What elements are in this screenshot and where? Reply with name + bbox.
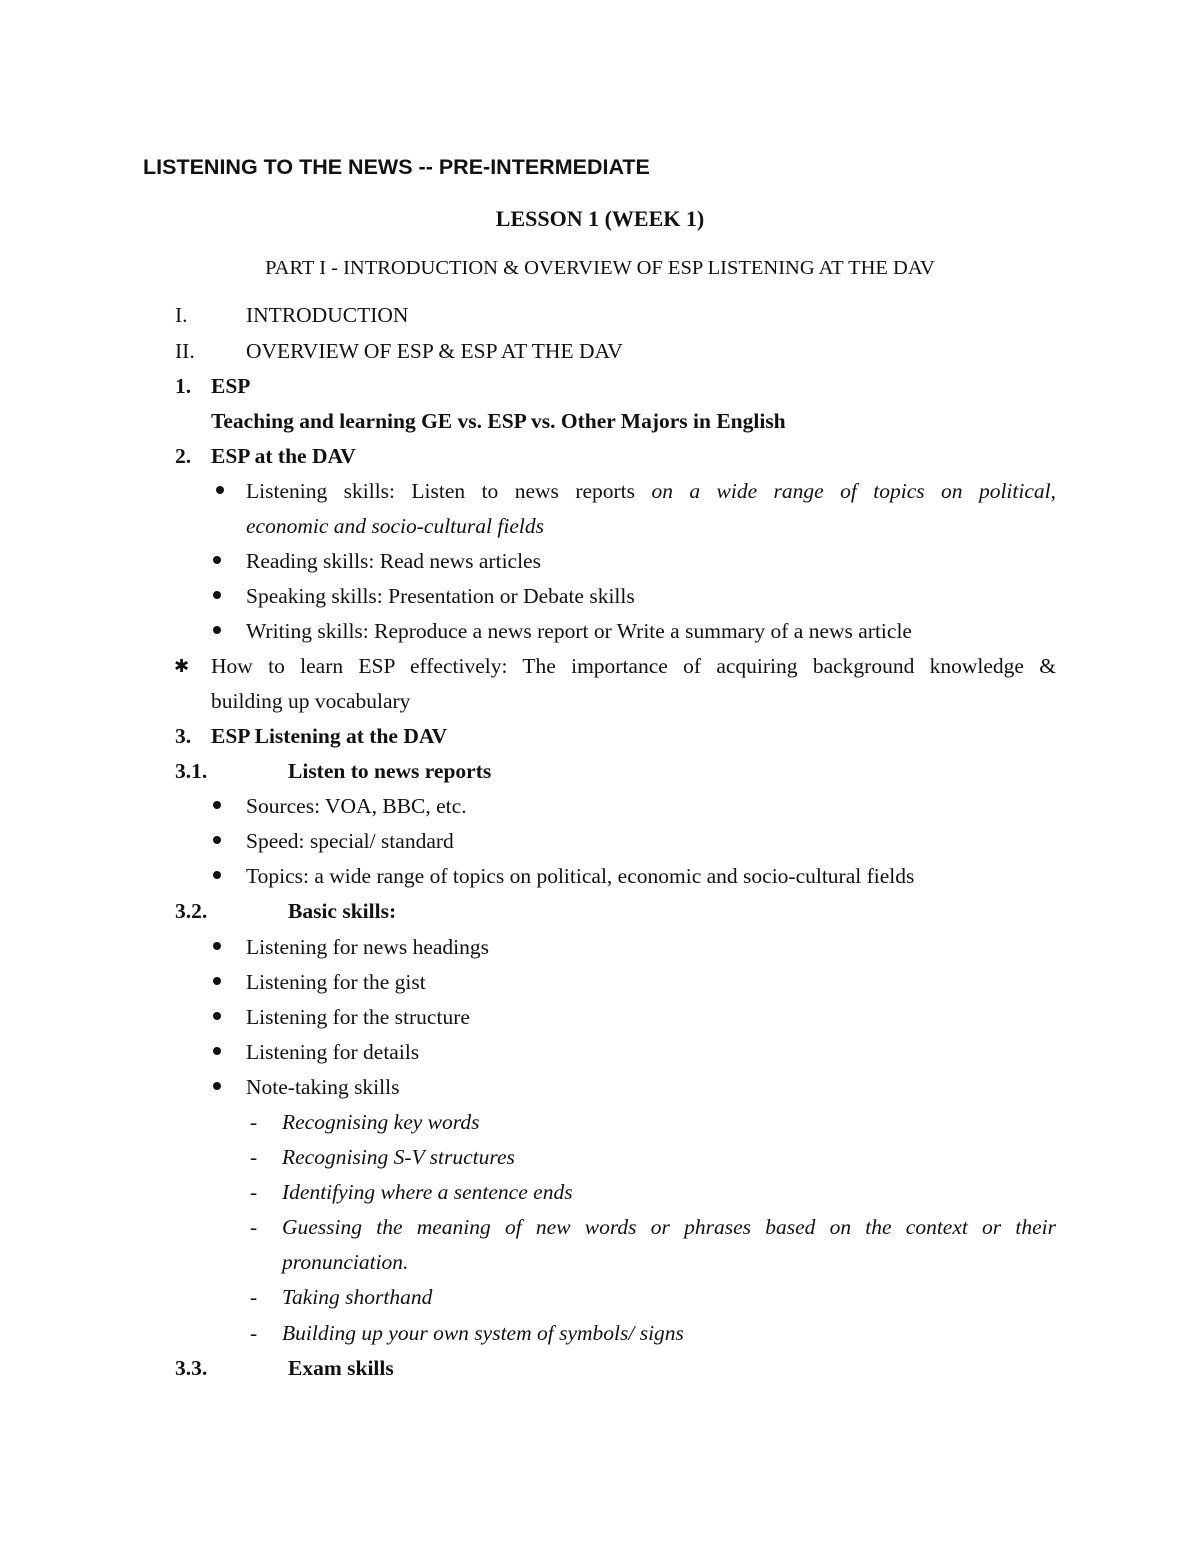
list-item-text: Listening skills: Listen to news reports bbox=[246, 479, 652, 503]
bullet-icon bbox=[213, 1047, 221, 1055]
item-title: ESP at the DAV bbox=[211, 444, 356, 468]
list-item: Topics: a wide range of topics on political, economic and socio-cultural fields bbox=[246, 864, 915, 888]
section-title: OVERVIEW OF ESP & ESP AT THE DAV bbox=[246, 339, 623, 363]
item-subtitle: Teaching and learning GE vs. ESP vs. Other Majors in English bbox=[211, 409, 786, 433]
list-item: Listening for news headings bbox=[246, 935, 490, 959]
section-title: INTRODUCTION bbox=[246, 303, 409, 327]
note-item-text: How to learn ESP effectively: The importance of acquiring background knowledge & bbox=[211, 654, 1056, 678]
subitem-number: 3.1. bbox=[175, 759, 208, 783]
part-heading: PART I - INTRODUCTION & OVERVIEW OF ESP LISTENING AT THE DAV bbox=[265, 257, 935, 279]
list-item: Reading skills: Read news articles bbox=[246, 549, 541, 573]
sub-list-item: Taking shorthand bbox=[282, 1285, 433, 1309]
lesson-heading: LESSON 1 (WEEK 1) bbox=[495, 206, 705, 231]
sub-list-item: Recognising key words bbox=[282, 1110, 480, 1134]
bullet-icon bbox=[213, 836, 221, 844]
list-item: Listening for details bbox=[246, 1040, 420, 1064]
dash-bullet: - bbox=[250, 1285, 258, 1309]
item-number: 3. bbox=[175, 724, 192, 748]
asterisk-bullet-icon: ✱ bbox=[174, 656, 190, 677]
list-item: Listening for the structure bbox=[246, 1005, 470, 1029]
bullet-icon bbox=[213, 871, 221, 879]
list-item bbox=[246, 478, 1056, 504]
subitem-title: Listen to news reports bbox=[288, 759, 492, 783]
bullet-icon bbox=[213, 1082, 221, 1090]
list-item-emphasis: on a wide range of topics on political, bbox=[651, 479, 1056, 503]
dash-bullet: - bbox=[250, 1215, 258, 1239]
bullet-icon bbox=[213, 977, 221, 985]
sub-list-item-text: Guessing the meaning of new words or phrases based on the context or their bbox=[282, 1215, 1056, 1239]
list-item-continuation: economic and socio-cultural fields bbox=[246, 514, 544, 538]
bullet-icon bbox=[213, 556, 221, 564]
bullet-icon bbox=[213, 801, 221, 809]
dash-bullet: - bbox=[250, 1321, 258, 1345]
bullet-icon bbox=[213, 1012, 221, 1020]
sub-list-item: Recognising S-V structures bbox=[282, 1145, 515, 1169]
subitem-title: Basic skills: bbox=[288, 899, 397, 923]
list-item: Speed: special/ standard bbox=[246, 829, 454, 853]
bullet-icon bbox=[213, 942, 221, 950]
sub-list-item: Identifying where a sentence ends bbox=[282, 1180, 573, 1204]
subitem-number: 3.3. bbox=[175, 1356, 208, 1380]
note-item-continuation: building up vocabulary bbox=[211, 689, 411, 713]
dash-bullet: - bbox=[250, 1110, 258, 1134]
dash-bullet: - bbox=[250, 1180, 258, 1204]
note-item bbox=[211, 653, 1056, 679]
document-title: LISTENING TO THE NEWS -- PRE-INTERMEDIATE bbox=[143, 155, 650, 179]
subitem-title: Exam skills bbox=[288, 1356, 394, 1380]
item-title: ESP bbox=[211, 374, 251, 398]
bullet-icon bbox=[213, 591, 221, 599]
section-number: II. bbox=[175, 339, 195, 363]
sub-list-item bbox=[282, 1214, 1056, 1240]
item-number: 2. bbox=[175, 444, 192, 468]
bullet-icon bbox=[213, 626, 221, 634]
list-item: Writing skills: Reproduce a news report or Write a summary of a news article bbox=[246, 619, 912, 643]
bullet-icon bbox=[216, 486, 224, 494]
item-title: ESP Listening at the DAV bbox=[211, 724, 448, 748]
list-item: Note-taking skills bbox=[246, 1075, 400, 1099]
item-number: 1. bbox=[175, 374, 192, 398]
list-item: Speaking skills: Presentation or Debate skills bbox=[246, 584, 635, 608]
sub-list-item-continuation: pronunciation. bbox=[282, 1250, 409, 1274]
sub-list-item: Building up your own system of symbols/ signs bbox=[282, 1321, 684, 1345]
section-number: I. bbox=[175, 303, 188, 327]
list-item: Sources: VOA, BBC, etc. bbox=[246, 794, 467, 818]
subitem-number: 3.2. bbox=[175, 899, 208, 923]
dash-bullet: - bbox=[250, 1145, 258, 1169]
list-item: Listening for the gist bbox=[246, 970, 426, 994]
